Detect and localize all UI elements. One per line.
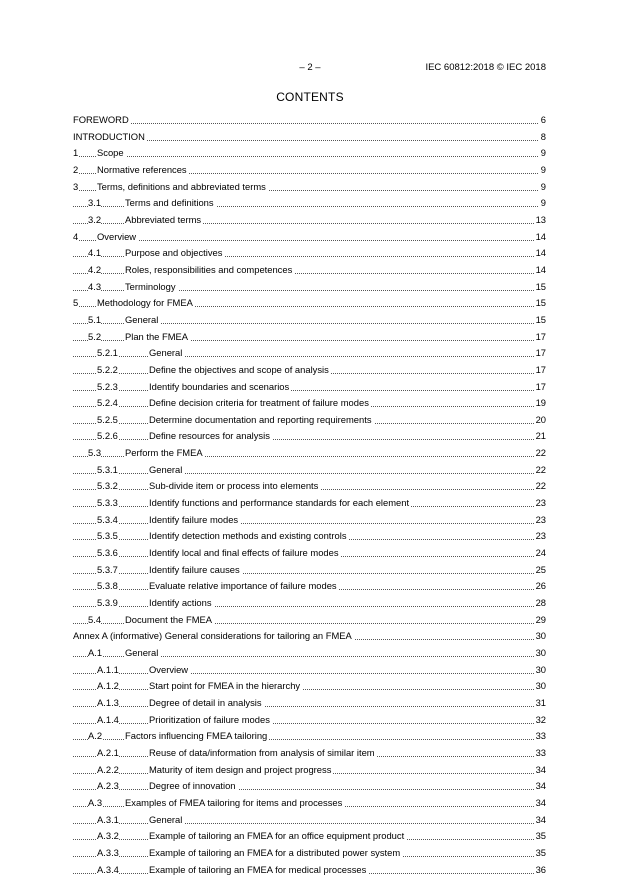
toc-entry-page: 22 xyxy=(534,445,546,462)
toc-entry-page: 15 xyxy=(534,312,546,329)
toc-entry-page: 9 xyxy=(539,179,546,196)
toc-entry-page: 23 xyxy=(534,528,546,545)
toc-entry-page: 29 xyxy=(534,612,546,629)
page-number: – 2 – xyxy=(299,62,321,73)
toc-entry-number: 4 xyxy=(73,229,78,246)
toc-entry-title: Examples of FMEA tailoring for items and processes xyxy=(125,795,344,812)
toc-entry[interactable] xyxy=(73,612,546,629)
toc-entry[interactable] xyxy=(73,578,546,595)
toc-entry[interactable] xyxy=(73,195,546,212)
toc-entry-page: 17 xyxy=(534,329,546,346)
toc-entry-number: A.1.3 xyxy=(97,695,119,712)
toc-entry[interactable] xyxy=(73,695,546,712)
toc-entry[interactable] xyxy=(73,445,546,462)
dot-leader-line xyxy=(73,356,546,357)
toc-entry-number: 5.3.1 xyxy=(97,462,118,479)
toc-entry-page: 23 xyxy=(534,495,546,512)
toc-entry-number: 4.2 xyxy=(88,262,101,279)
toc-entry-title: Define the objectives and scope of analysis xyxy=(149,362,331,379)
toc-entry-number: A.2 xyxy=(88,728,102,745)
dot-leader xyxy=(73,662,546,679)
toc-entry[interactable] xyxy=(73,129,546,146)
toc-entry-title: Identify failure modes xyxy=(149,512,240,529)
toc-entry-title: Factors influencing FMEA tailoring xyxy=(125,728,269,745)
dot-leader xyxy=(73,462,546,479)
dot-leader xyxy=(73,695,546,712)
toc-entry-number: 5.3 xyxy=(88,445,101,462)
toc-entry-page: 22 xyxy=(534,478,546,495)
toc-entry-page: 35 xyxy=(534,828,546,845)
toc-entry-number: 5.3.5 xyxy=(97,528,118,545)
toc-entry[interactable] xyxy=(73,512,546,529)
toc-entry-number: 3 xyxy=(73,179,78,196)
dot-leader-line xyxy=(73,123,546,124)
toc-entry-number: 4.3 xyxy=(88,279,101,296)
toc-entry-page: 26 xyxy=(534,578,546,595)
toc-entry-page: 22 xyxy=(534,462,546,479)
toc-entry[interactable] xyxy=(73,179,546,196)
toc-entry-title: Evaluate relative importance of failure modes xyxy=(149,578,339,595)
toc-entry-title: Terminology xyxy=(125,279,178,296)
toc-entry-number: 1 xyxy=(73,145,78,162)
toc-entry-title: Identify failure causes xyxy=(149,562,242,579)
dot-leader-line xyxy=(73,673,546,674)
toc-entry-page: 30 xyxy=(534,645,546,662)
toc-entry[interactable] xyxy=(73,262,546,279)
toc-entry-title: General xyxy=(125,645,160,662)
toc-entry-page: 15 xyxy=(534,295,546,312)
dot-leader-line xyxy=(73,823,546,824)
toc-entry[interactable] xyxy=(73,412,546,429)
toc-entry-number: 5.3.8 xyxy=(97,578,118,595)
dot-leader-line xyxy=(73,606,546,607)
toc-entry-number: 5 xyxy=(73,295,78,312)
toc-entry-title: Purpose and objectives xyxy=(125,245,224,262)
toc-entry-number: A.2.1 xyxy=(97,745,119,762)
toc-entry-number: 5.3.6 xyxy=(97,545,118,562)
toc-entry-page: 34 xyxy=(534,778,546,795)
toc-entry-title: Degree of detail in analysis xyxy=(149,695,264,712)
toc-entry-title: Identify boundaries and scenarios xyxy=(149,379,291,396)
toc-entry-title: Methodology for FMEA xyxy=(97,295,195,312)
toc-entry-title: Sub-divide item or process into elements xyxy=(149,478,320,495)
toc-entry[interactable] xyxy=(73,462,546,479)
toc-entry[interactable] xyxy=(73,828,546,845)
toc-entry-number: A.2.2 xyxy=(97,762,119,779)
toc-entry-page: 35 xyxy=(534,845,546,862)
toc-entry-page: 36 xyxy=(534,862,546,878)
dot-leader xyxy=(73,778,546,795)
toc-entry-title: Terms, definitions and abbreviated terms xyxy=(97,179,268,196)
toc-entry-title: Overview xyxy=(149,662,190,679)
toc-entry-number: 5.3.2 xyxy=(97,478,118,495)
toc-entry[interactable] xyxy=(73,545,546,562)
toc-entry-number: A.3.4 xyxy=(97,862,119,878)
toc-entry-page: 30 xyxy=(534,678,546,695)
toc-entry-title: Maturity of item design and project progress xyxy=(149,762,333,779)
toc-entry-title: General xyxy=(149,462,184,479)
toc-entry-title: Perform the FMEA xyxy=(125,445,205,462)
toc-entry[interactable] xyxy=(73,645,546,662)
dot-leader xyxy=(73,112,546,129)
toc-entry-page: 33 xyxy=(534,728,546,745)
toc-entry[interactable] xyxy=(73,595,546,612)
toc-entry-title: Start point for FMEA in the hierarchy xyxy=(149,678,302,695)
toc-entry-page: 30 xyxy=(534,662,546,679)
toc-entry-title: Reuse of data/information from analysis of similar item xyxy=(149,745,377,762)
dot-leader xyxy=(73,562,546,579)
dot-leader xyxy=(73,379,546,396)
toc-entry-number: A.2.3 xyxy=(97,778,119,795)
toc-entry-page: 14 xyxy=(534,229,546,246)
toc-entry[interactable] xyxy=(73,229,546,246)
toc-entry-title: Terms and definitions xyxy=(125,195,216,212)
toc-entry[interactable] xyxy=(73,212,546,229)
toc-entry-number: 5.4 xyxy=(88,612,101,629)
toc-entry-number: 5.2.4 xyxy=(97,395,118,412)
dot-leader-line xyxy=(73,723,546,724)
dot-leader xyxy=(73,428,546,445)
toc-entry-title: General xyxy=(149,345,184,362)
toc-entry[interactable] xyxy=(73,795,546,812)
toc-entry[interactable] xyxy=(73,145,546,162)
toc-entry-page: 34 xyxy=(534,812,546,829)
toc-entry[interactable] xyxy=(73,845,546,862)
toc-entry-title: INTRODUCTION xyxy=(73,129,147,146)
toc-entry-title: Annex A (informative) General considerations for tailoring an FMEA xyxy=(73,628,354,645)
toc-entry-title: Degree of innovation xyxy=(149,778,238,795)
toc-entry-title: Normative references xyxy=(97,162,189,179)
toc-entry-page: 14 xyxy=(534,245,546,262)
toc-entry-number: A.1.4 xyxy=(97,712,119,729)
toc-entry-page: 6 xyxy=(539,112,546,129)
toc-entry-title: Identify local and final effects of failure modes xyxy=(149,545,341,562)
toc-entry[interactable] xyxy=(73,662,546,679)
toc-entry[interactable] xyxy=(73,678,546,695)
toc-entry-title: General xyxy=(149,812,184,829)
toc-entry-number: A.3.3 xyxy=(97,845,119,862)
toc-entry[interactable] xyxy=(73,295,546,312)
toc-entry-title: Scope xyxy=(97,145,126,162)
toc-entry-number: 5.2.3 xyxy=(97,379,118,396)
toc-entry-page: 8 xyxy=(539,129,546,146)
toc-entry[interactable] xyxy=(73,428,546,445)
toc-entry-page: 25 xyxy=(534,562,546,579)
toc-entry-number: A.3.2 xyxy=(97,828,119,845)
dot-leader-line xyxy=(73,523,546,524)
dot-leader-line xyxy=(73,156,546,157)
toc-entry-number: 5.2.1 xyxy=(97,345,118,362)
toc-entry[interactable] xyxy=(73,728,546,745)
toc-entry-page: 21 xyxy=(534,428,546,445)
toc-entry-page: 24 xyxy=(534,545,546,562)
toc-entry-page: 30 xyxy=(534,628,546,645)
toc-entry[interactable] xyxy=(73,628,546,645)
standard-reference: IEC 60812:2018 © IEC 2018 xyxy=(425,62,546,73)
toc-entry-number: 5.3.4 xyxy=(97,512,118,529)
toc-entry-title: Example of tailoring an FMEA for an office equipment product xyxy=(149,828,406,845)
toc-entry-page: 28 xyxy=(534,595,546,612)
toc-entry-number: 5.2.5 xyxy=(97,412,118,429)
table-of-contents xyxy=(73,112,546,878)
toc-entry-number: 5.3.3 xyxy=(97,495,118,512)
toc-entry-page: 14 xyxy=(534,262,546,279)
toc-entry[interactable] xyxy=(73,329,546,346)
toc-entry-number: A.3 xyxy=(88,795,102,812)
toc-entry-number: 3.1 xyxy=(88,195,101,212)
toc-entry-number: 5.2.2 xyxy=(97,362,118,379)
toc-entry[interactable] xyxy=(73,562,546,579)
toc-entry-page: 34 xyxy=(534,762,546,779)
toc-entry-page: 34 xyxy=(534,795,546,812)
toc-entry-number: 3.2 xyxy=(88,212,101,229)
dot-leader-line xyxy=(73,390,546,391)
toc-entry-title: Example of tailoring an FMEA for a distributed power system xyxy=(149,845,402,862)
toc-entry-page: 19 xyxy=(534,395,546,412)
toc-entry[interactable] xyxy=(73,162,546,179)
page-title: CONTENTS xyxy=(276,90,344,104)
dot-leader-line xyxy=(73,473,546,474)
toc-entry-title: General xyxy=(125,312,160,329)
toc-entry[interactable] xyxy=(73,778,546,795)
toc-entry[interactable] xyxy=(73,745,546,762)
toc-entry-page: 9 xyxy=(539,195,546,212)
toc-entry-page: 32 xyxy=(534,712,546,729)
toc-entry-number: 2 xyxy=(73,162,78,179)
dot-leader xyxy=(73,678,546,695)
dot-leader-line xyxy=(73,689,546,690)
toc-entry-number: 5.1 xyxy=(88,312,101,329)
toc-entry-number: 5.2 xyxy=(88,329,101,346)
toc-entry-title: Roles, responsibilities and competences xyxy=(125,262,294,279)
toc-entry-page: 15 xyxy=(534,279,546,296)
toc-entry-number: A.3.1 xyxy=(97,812,119,829)
toc-entry-title: Define resources for analysis xyxy=(149,428,272,445)
toc-entry-title: Plan the FMEA xyxy=(125,329,190,346)
toc-entry-page: 31 xyxy=(534,695,546,712)
toc-entry[interactable] xyxy=(73,712,546,729)
toc-entry-page: 9 xyxy=(539,145,546,162)
toc-entry-number: 5.3.7 xyxy=(97,562,118,579)
dot-leader-line xyxy=(73,789,546,790)
toc-entry-page: 13 xyxy=(534,212,546,229)
toc-entry-page: 17 xyxy=(534,345,546,362)
toc-entry-title: Abbreviated terms xyxy=(125,212,203,229)
toc-entry[interactable] xyxy=(73,279,546,296)
toc-entry[interactable] xyxy=(73,395,546,412)
dot-leader xyxy=(73,512,546,529)
toc-entry[interactable] xyxy=(73,112,546,129)
toc-entry-number: 5.2.6 xyxy=(97,428,118,445)
toc-entry[interactable] xyxy=(73,312,546,329)
dot-leader xyxy=(73,712,546,729)
dot-leader xyxy=(73,345,546,362)
dot-leader xyxy=(73,229,546,246)
toc-entry-title: Define decision criteria for treatment of failure modes xyxy=(149,395,371,412)
toc-entry[interactable] xyxy=(73,862,546,878)
toc-entry-number: A.1 xyxy=(88,645,102,662)
toc-entry-title: Identify actions xyxy=(149,595,214,612)
toc-entry-page: 23 xyxy=(534,512,546,529)
toc-entry-title: Example of tailoring an FMEA for medical processes xyxy=(149,862,368,878)
toc-entry[interactable] xyxy=(73,379,546,396)
toc-entry-page: 17 xyxy=(534,362,546,379)
toc-entry-title: Determine documentation and reporting requirements xyxy=(149,412,374,429)
dot-leader xyxy=(73,595,546,612)
toc-entry-page: 33 xyxy=(534,745,546,762)
dot-leader-line xyxy=(73,706,546,707)
toc-entry-title: FOREWORD xyxy=(73,112,131,129)
toc-entry-title: Identify detection methods and existing controls xyxy=(149,528,349,545)
toc-entry[interactable] xyxy=(73,762,546,779)
dot-leader xyxy=(73,145,546,162)
dot-leader-line xyxy=(73,573,546,574)
toc-entry-number: A.1.2 xyxy=(97,678,119,695)
dot-leader-line xyxy=(73,439,546,440)
toc-entry-page: 17 xyxy=(534,379,546,396)
toc-entry[interactable] xyxy=(73,245,546,262)
toc-entry[interactable] xyxy=(73,345,546,362)
toc-entry-title: Overview xyxy=(97,229,138,246)
toc-entry[interactable] xyxy=(73,478,546,495)
toc-entry-number: 5.3.9 xyxy=(97,595,118,612)
toc-entry[interactable] xyxy=(73,528,546,545)
toc-entry-title: Prioritization of failure modes xyxy=(149,712,272,729)
toc-entry-title: Document the FMEA xyxy=(125,612,214,629)
toc-entry-number: A.1.1 xyxy=(97,662,119,679)
dot-leader-line xyxy=(73,240,546,241)
toc-entry-page: 9 xyxy=(539,162,546,179)
toc-entry[interactable] xyxy=(73,495,546,512)
toc-entry-title: Identify functions and performance standards for each element xyxy=(149,495,411,512)
toc-entry[interactable] xyxy=(73,812,546,829)
toc-entry-number: 4.1 xyxy=(88,245,101,262)
toc-entry[interactable] xyxy=(73,362,546,379)
dot-leader xyxy=(73,812,546,829)
toc-entry-page: 20 xyxy=(534,412,546,429)
